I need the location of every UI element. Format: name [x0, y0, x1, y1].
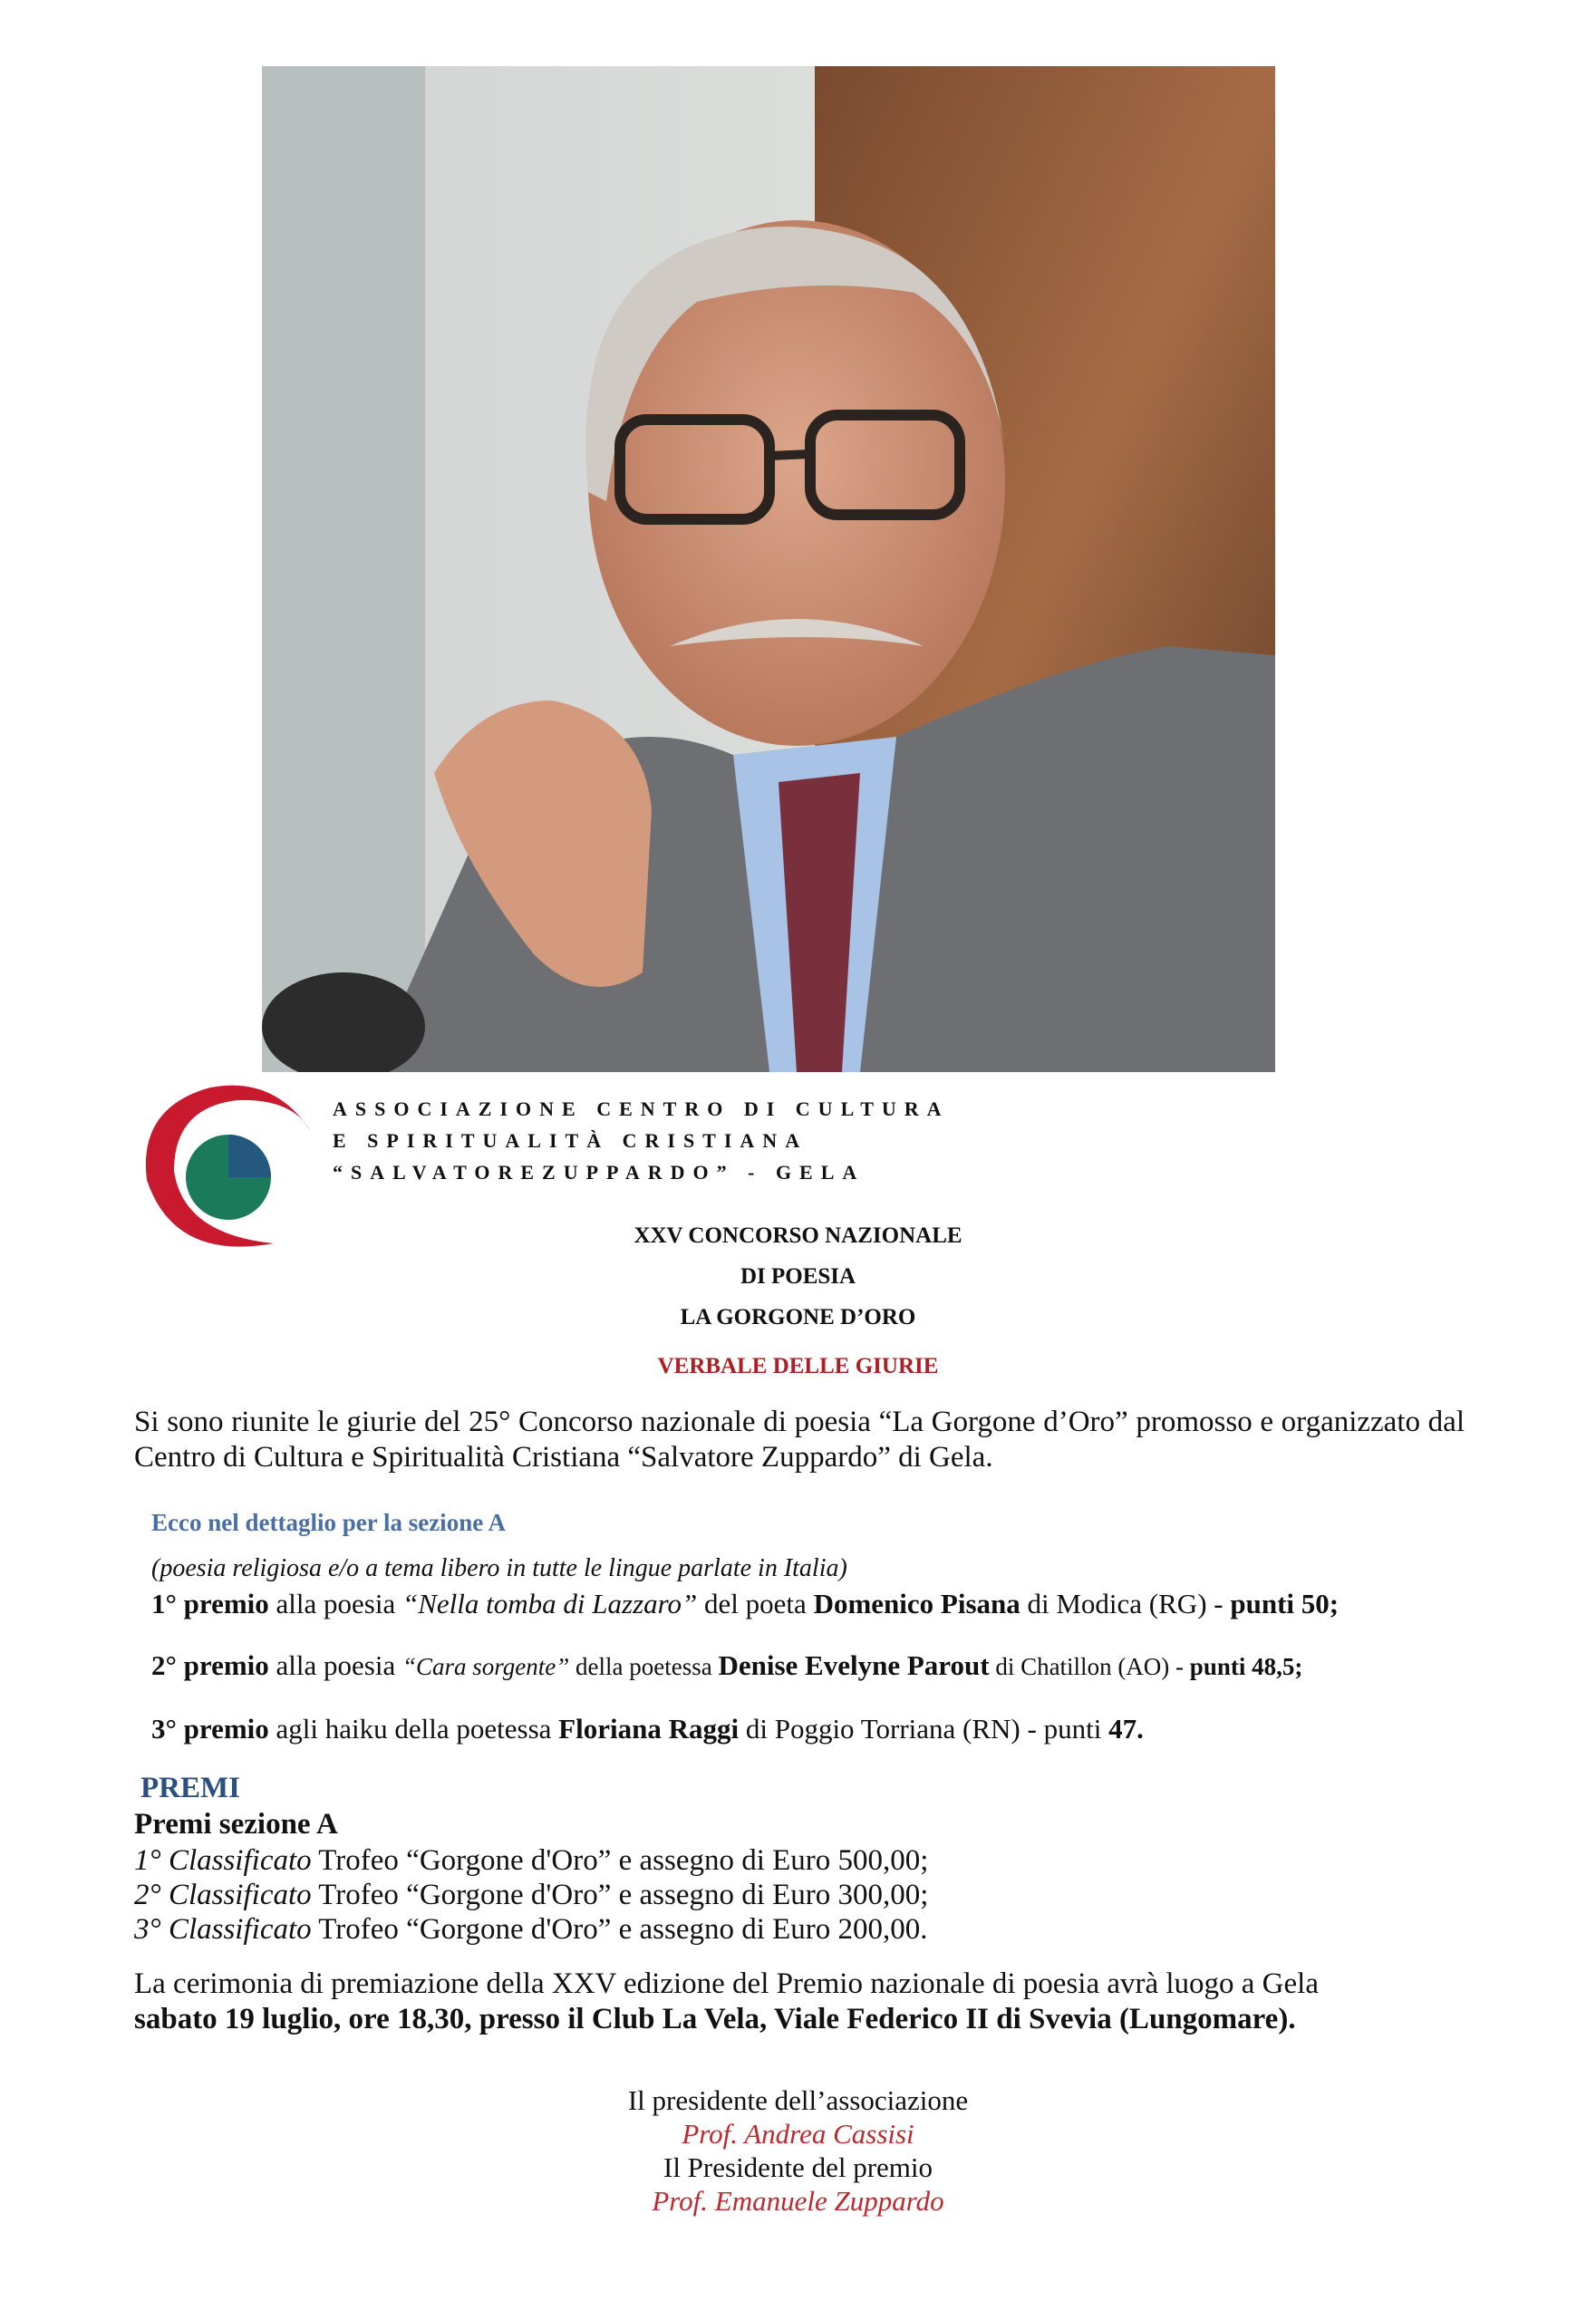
prize-place: di Poggio Torriana (RN) - punti: [739, 1713, 1109, 1745]
signature-name-1: Prof. Andrea Cassisi: [682, 2118, 914, 2150]
org-line-3: “SALVATOREZUPPARDO” - GELA: [333, 1161, 866, 1184]
prize-text: alla poesia: [268, 1588, 402, 1619]
contest-title-3: LA GORGONE D’ORO: [680, 1305, 916, 1329]
prize-place: di Chatillon (AO) -: [989, 1653, 1190, 1680]
prize-points: punti 50;: [1230, 1588, 1340, 1619]
portrait-photo: [262, 66, 1275, 1072]
prize-first: [151, 1588, 1339, 1620]
prize-third: [151, 1713, 1144, 1745]
prize-text: agli haiku della poetessa: [268, 1713, 559, 1745]
prize-text: alla poesia: [268, 1649, 402, 1681]
section-a-heading: Ecco nel dettaglio per la sezione A: [151, 1509, 506, 1536]
prize-place: di Modica (RG) -: [1020, 1588, 1231, 1619]
ceremony-paragraph: [134, 1967, 1465, 2037]
award-place: 3° Classificato: [134, 1913, 312, 1946]
ceremony-details: sabato 19 luglio, ore 18,30, presso il Club La Vela, Viale Federico II di Svevia (Lungomare).: [134, 2003, 1296, 2035]
prize-second: [151, 1649, 1302, 1682]
prize-text: del poeta: [697, 1588, 814, 1619]
org-line-2: E SPIRITUALITÀ CRISTIANA: [333, 1129, 808, 1152]
poem-title: “Cara sorgente”: [402, 1653, 570, 1680]
signature-name-2: Prof. Emanuele Zuppardo: [652, 2185, 944, 2217]
intro-paragraph: Si sono riunite le giurie del 25° Concorso nazionale di poesia “La Gorgone d’Oro” promosso e organizzato dal Centro di Cultura e Spiritualità Cristiana “Salvatore Zuppardo” di Gela.: [134, 1406, 1465, 1474]
award-text: Trofeo “Gorgone d'Oro” e assegno di Euro 300,00;: [311, 1879, 929, 1911]
award-place: 1° Classificato: [134, 1844, 312, 1877]
award-text: Trofeo “Gorgone d'Oro” e assegno di Euro 200,00.: [311, 1913, 928, 1946]
premi-heading: PREMI: [140, 1772, 240, 1804]
signature-role-2: Il Presidente del premio: [663, 2151, 933, 2183]
award-third: [134, 1913, 928, 1947]
poet-name: Floriana Raggi: [558, 1713, 740, 1745]
award-first: [134, 1844, 928, 1878]
poet-name: Denise Evelyne Parout: [718, 1649, 990, 1681]
poet-name: Domenico Pisana: [813, 1588, 1020, 1619]
signature-role-1: Il presidente dell’associazione: [627, 2084, 969, 2116]
contest-title-2: DI POESIA: [740, 1264, 856, 1289]
prize-rank: 1° premio: [151, 1588, 269, 1619]
award-text: Trofeo “Gorgone d'Oro” e assegno di Euro 500,00;: [311, 1844, 929, 1877]
prize-text: della poetessa: [569, 1653, 719, 1680]
org-line-1: ASSOCIAZIONE CENTRO DI CULTURA: [333, 1097, 950, 1120]
premi-subheading: Premi sezione A: [134, 1808, 338, 1841]
prize-points: 47.: [1108, 1713, 1144, 1745]
prize-rank: 3° premio: [151, 1713, 269, 1745]
poem-title: “Nella tomba di Lazzaro”: [402, 1588, 698, 1619]
award-second: [134, 1879, 928, 1912]
prize-rank: 2° premio: [151, 1649, 269, 1681]
ceremony-text: La cerimonia di premiazione della XXV edizione del Premio nazionale di poesia avrà luogo a Gela: [134, 1967, 1319, 2000]
contest-title-1: XXV CONCORSO NAZIONALE: [634, 1223, 962, 1248]
award-place: 2° Classificato: [134, 1879, 312, 1911]
verbale-heading: VERBALE DELLE GIURIE: [657, 1354, 939, 1378]
section-a-subtitle: (poesia religiosa e/o a tema libero in tutte le lingue parlate in Italia): [151, 1554, 847, 1582]
association-name: [333, 1093, 950, 1188]
prize-points: punti 48,5;: [1189, 1653, 1303, 1680]
